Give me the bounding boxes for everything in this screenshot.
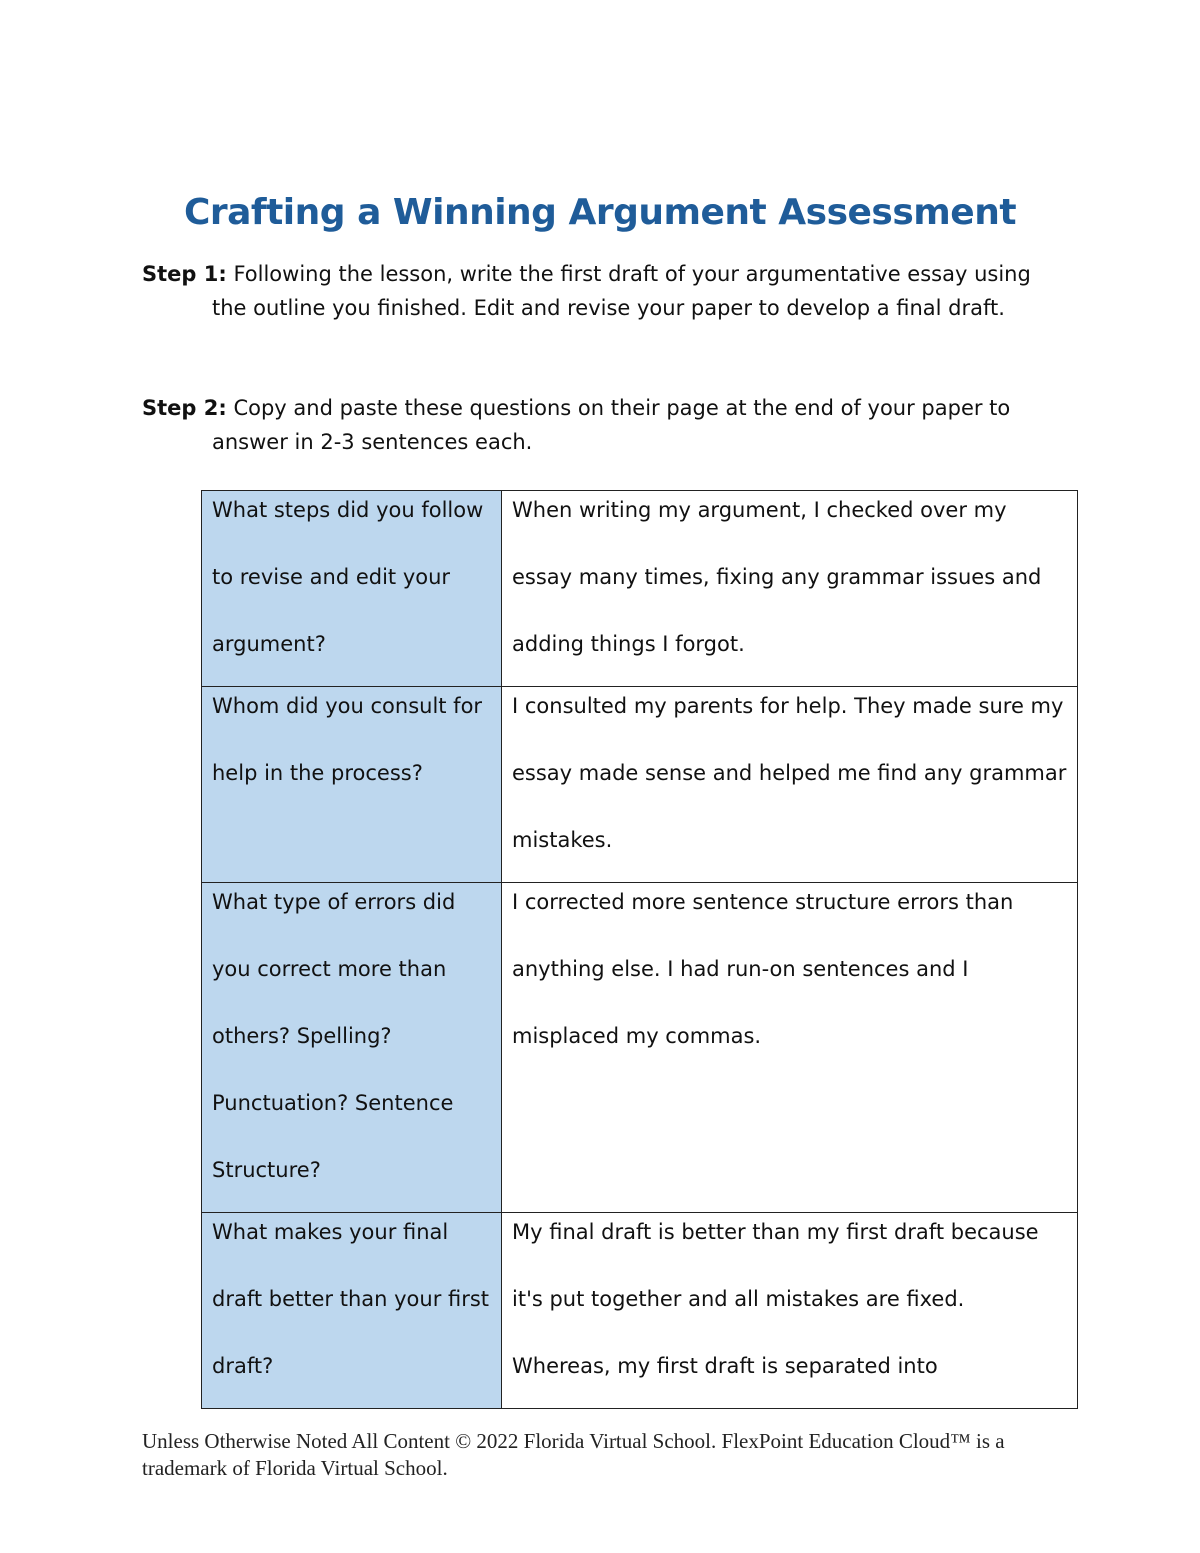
question-cell <box>202 883 502 1213</box>
answer-cell[interactable] <box>502 1213 1078 1409</box>
answer-cell[interactable] <box>502 883 1078 1213</box>
answer-cell[interactable] <box>502 687 1078 883</box>
table-row <box>202 1213 1078 1409</box>
reflection-table <box>201 490 1078 1409</box>
step-2-text: Copy and paste these questions on their page at the end of your paper to answer in 2-3 sentences each. <box>212 396 1011 454</box>
answer-text: My final draft is better than my first draft because it's put together and all mistakes are fixed. Whereas, my first draft is separated into <box>512 1220 1039 1378</box>
table-row <box>202 491 1078 687</box>
question-text: What type of errors did you correct more than others? Spelling? Punctuation? Sentence Structure? <box>212 890 456 1182</box>
step-2-instruction <box>142 392 1062 459</box>
copyright-footer: Unless Otherwise Noted All Content © 2022 Florida Virtual School. FlexPoint Education Cloud™ is a trademark of Florida Virtual School. <box>142 1429 1005 1480</box>
step-1-instruction <box>142 258 1062 325</box>
question-cell <box>202 491 502 687</box>
question-cell <box>202 1213 502 1409</box>
question-text: What makes your final draft better than your first draft? <box>212 1220 490 1378</box>
question-text: What steps did you follow to revise and edit your argument? <box>212 498 484 656</box>
table-row <box>202 883 1078 1213</box>
page-title: Crafting a Winning Argument Assessment <box>183 192 1017 233</box>
answer-text: I consulted my parents for help. They made sure my essay made sense and helped me find any grammar mistakes. <box>512 694 1067 852</box>
step-1-label: Step 1: <box>142 262 227 286</box>
answer-text: When writing my argument, I checked over my essay many times, fixing any grammar issues and adding things I forgot. <box>512 498 1042 656</box>
step-2-label: Step 2: <box>142 396 227 420</box>
question-text: Whom did you consult for help in the process? <box>212 694 483 785</box>
answer-text: I corrected more sentence structure errors than anything else. I had run-on sentences and I misplaced my commas. <box>512 890 1014 1048</box>
table-row <box>202 687 1078 883</box>
step-1-text: Following the lesson, write the first draft of your argumentative essay using the outline you finished. Edit and revise your paper to develop a final draft. <box>212 262 1031 320</box>
answer-cell[interactable] <box>502 491 1078 687</box>
question-cell <box>202 687 502 883</box>
